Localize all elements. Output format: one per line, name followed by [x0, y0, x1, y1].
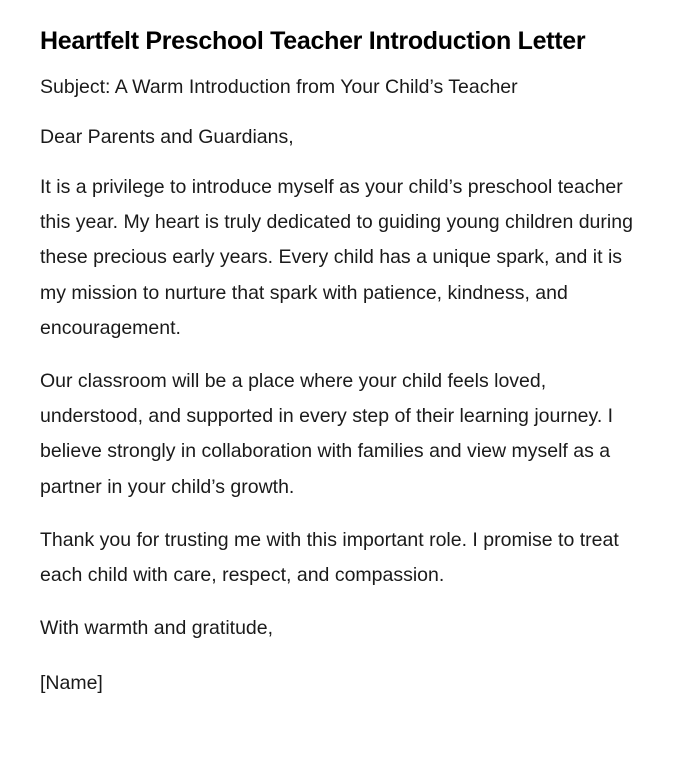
signature-placeholder: [Name]: [40, 672, 103, 695]
letter-document: [40, 24, 650, 698]
body-paragraph-1: It is a privilege to introduce myself as your child’s preschool teacher this year. My heart is truly dedicated to guiding young children during these precious early years. Every child has a unique spark, and it is my mission to nurture that spark with patience, kindness, and encouragement.: [40, 176, 633, 339]
letter-title: Heartfelt Preschool Teacher Introduction Letter: [40, 27, 586, 55]
body-paragraph-2: Our classroom will be a place where your child feels loved, understood, and supported in every step of their learning journey. I believe strongly in collaboration with families and view myself as a partner in your child’s growth.: [40, 370, 614, 498]
subject-line: Subject: A Warm Introduction from Your Child’s Teacher: [40, 76, 518, 98]
body-paragraph-3: Thank you for trusting me with this important role. I promise to treat each child with care, respect, and compassion.: [40, 528, 619, 587]
closing-line: With warmth and gratitude,: [40, 617, 274, 640]
salutation: Dear Parents and Guardians,: [40, 126, 294, 148]
